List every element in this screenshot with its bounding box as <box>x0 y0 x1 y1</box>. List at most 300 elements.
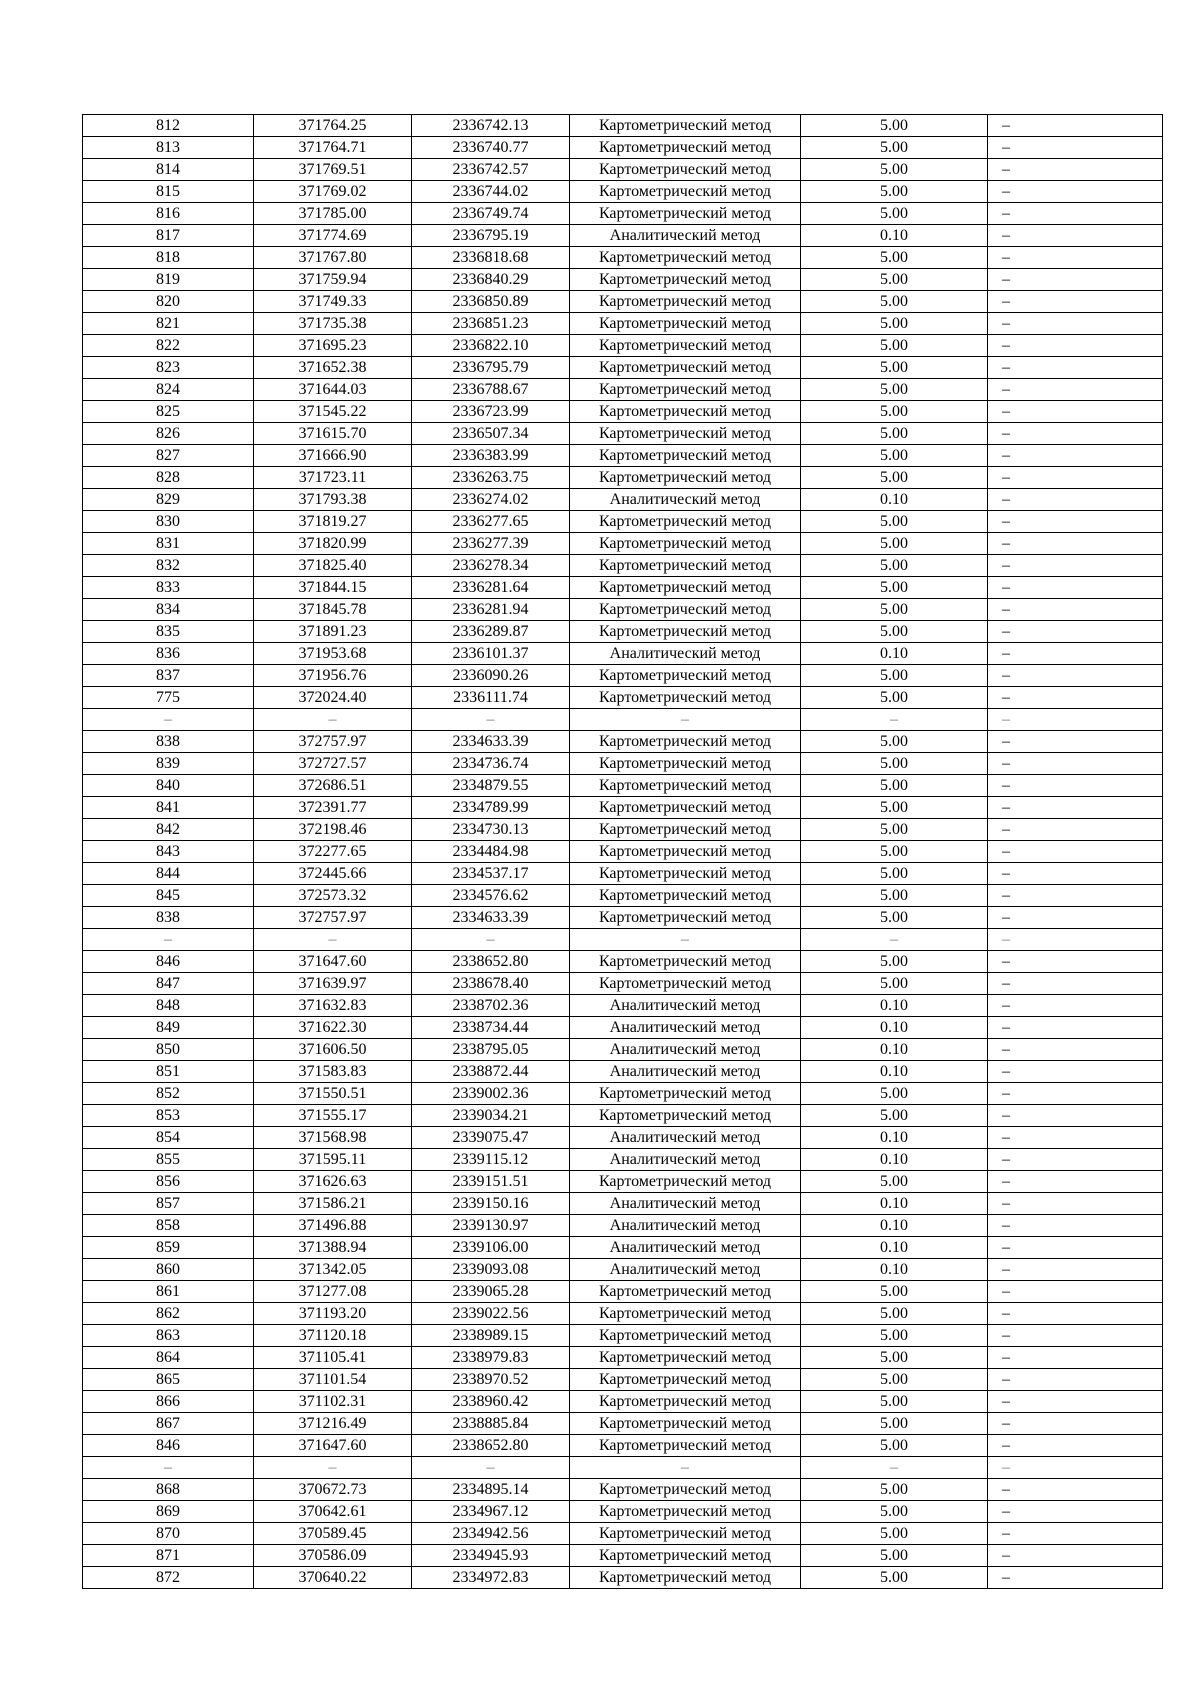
description-cell: – <box>988 269 1163 291</box>
table-row <box>83 489 1163 511</box>
description-cell: – <box>988 863 1163 885</box>
x-coordinate-cell: 371615.70 <box>254 423 412 445</box>
point-number-cell: 835 <box>83 621 254 643</box>
x-coordinate-cell: 371785.00 <box>254 203 412 225</box>
x-coordinate-cell: 371793.38 <box>254 489 412 511</box>
description-cell: – <box>988 379 1163 401</box>
y-coordinate-cell: 2336111.74 <box>412 687 570 709</box>
method-cell: Картометрический метод <box>570 1567 801 1589</box>
method-cell: Картометрический метод <box>570 731 801 753</box>
y-coordinate-cell: 2338989.15 <box>412 1325 570 1347</box>
x-coordinate-cell: 372198.46 <box>254 819 412 841</box>
y-coordinate-cell: 2336274.02 <box>412 489 570 511</box>
description-cell: – <box>988 797 1163 819</box>
method-cell: Аналитический метод <box>570 995 801 1017</box>
x-coordinate-cell: 371342.05 <box>254 1259 412 1281</box>
y-coordinate-cell: 2336101.37 <box>412 643 570 665</box>
table-row <box>83 313 1163 335</box>
x-coordinate-cell: – <box>254 709 412 731</box>
y-coordinate-cell: 2339034.21 <box>412 1105 570 1127</box>
table-row <box>83 643 1163 665</box>
y-coordinate-cell: 2338885.84 <box>412 1413 570 1435</box>
point-number-cell: 821 <box>83 313 254 335</box>
description-cell: – <box>988 1413 1163 1435</box>
description-cell: – <box>988 929 1163 951</box>
y-coordinate-cell: 2338678.40 <box>412 973 570 995</box>
x-coordinate-cell: 371825.40 <box>254 555 412 577</box>
table-row <box>83 1545 1163 1567</box>
table-row <box>83 1501 1163 1523</box>
table-row <box>83 1127 1163 1149</box>
x-coordinate-cell: 371120.18 <box>254 1325 412 1347</box>
accuracy-cell: 5.00 <box>801 1545 988 1567</box>
table-row <box>83 599 1163 621</box>
point-number-cell: 863 <box>83 1325 254 1347</box>
point-number-cell: 869 <box>83 1501 254 1523</box>
table-row <box>83 907 1163 929</box>
method-cell: Аналитический метод <box>570 1017 801 1039</box>
x-coordinate-cell: 371735.38 <box>254 313 412 335</box>
method-cell: Картометрический метод <box>570 423 801 445</box>
method-cell: Картометрический метод <box>570 115 801 137</box>
y-coordinate-cell: 2336840.29 <box>412 269 570 291</box>
x-coordinate-cell: – <box>254 929 412 951</box>
accuracy-cell: 5.00 <box>801 1567 988 1589</box>
y-coordinate-cell: 2339106.00 <box>412 1237 570 1259</box>
y-coordinate-cell: – <box>412 1457 570 1479</box>
accuracy-cell: 5.00 <box>801 115 988 137</box>
table-row <box>83 203 1163 225</box>
accuracy-cell: 5.00 <box>801 1303 988 1325</box>
point-number-cell: 845 <box>83 885 254 907</box>
description-cell: – <box>988 731 1163 753</box>
method-cell: Картометрический метод <box>570 137 801 159</box>
table-row <box>83 511 1163 533</box>
method-cell: Картометрический метод <box>570 357 801 379</box>
method-cell: Картометрический метод <box>570 313 801 335</box>
description-cell: – <box>988 313 1163 335</box>
x-coordinate-cell: 371666.90 <box>254 445 412 467</box>
point-number-cell: 862 <box>83 1303 254 1325</box>
x-coordinate-cell: 371277.08 <box>254 1281 412 1303</box>
y-coordinate-cell: 2338960.42 <box>412 1391 570 1413</box>
accuracy-cell: 0.10 <box>801 1259 988 1281</box>
point-number-cell: 828 <box>83 467 254 489</box>
accuracy-cell: 5.00 <box>801 599 988 621</box>
x-coordinate-cell: 372757.97 <box>254 907 412 929</box>
method-cell: Аналитический метод <box>570 1237 801 1259</box>
method-cell: Картометрический метод <box>570 753 801 775</box>
x-coordinate-cell: 371956.76 <box>254 665 412 687</box>
accuracy-cell: 0.10 <box>801 1149 988 1171</box>
method-cell: Картометрический метод <box>570 533 801 555</box>
point-number-cell: 819 <box>83 269 254 291</box>
method-cell: Картометрический метод <box>570 577 801 599</box>
method-cell: Картометрический метод <box>570 401 801 423</box>
description-cell: – <box>988 291 1163 313</box>
point-number-cell: – <box>83 709 254 731</box>
accuracy-cell: – <box>801 929 988 951</box>
x-coordinate-cell: 372024.40 <box>254 687 412 709</box>
accuracy-cell: 5.00 <box>801 1105 988 1127</box>
point-number-cell: 824 <box>83 379 254 401</box>
accuracy-cell: 5.00 <box>801 379 988 401</box>
method-cell: Аналитический метод <box>570 489 801 511</box>
y-coordinate-cell: 2334730.13 <box>412 819 570 841</box>
method-cell: Картометрический метод <box>570 687 801 709</box>
point-number-cell: 847 <box>83 973 254 995</box>
accuracy-cell: 5.00 <box>801 1083 988 1105</box>
point-number-cell: 832 <box>83 555 254 577</box>
y-coordinate-cell: 2334967.12 <box>412 1501 570 1523</box>
accuracy-cell: 0.10 <box>801 1061 988 1083</box>
y-coordinate-cell: 2336090.26 <box>412 665 570 687</box>
point-number-cell: 830 <box>83 511 254 533</box>
description-cell: – <box>988 1457 1163 1479</box>
description-cell: – <box>988 247 1163 269</box>
method-cell: Аналитический метод <box>570 1039 801 1061</box>
method-cell: – <box>570 929 801 951</box>
y-coordinate-cell: 2334736.74 <box>412 753 570 775</box>
accuracy-cell: 5.00 <box>801 247 988 269</box>
method-cell: Картометрический метод <box>570 951 801 973</box>
method-cell: Картометрический метод <box>570 247 801 269</box>
method-cell: Картометрический метод <box>570 1501 801 1523</box>
table-row <box>83 731 1163 753</box>
coordinates-table-body <box>83 115 1163 1589</box>
method-cell: Картометрический метод <box>570 269 801 291</box>
description-cell: – <box>988 621 1163 643</box>
accuracy-cell: 5.00 <box>801 841 988 863</box>
point-number-cell: 838 <box>83 731 254 753</box>
table-row <box>83 1369 1163 1391</box>
accuracy-cell: 5.00 <box>801 1391 988 1413</box>
point-number-cell: 870 <box>83 1523 254 1545</box>
point-number-cell: 860 <box>83 1259 254 1281</box>
y-coordinate-cell: 2336277.65 <box>412 511 570 533</box>
method-cell: Картометрический метод <box>570 379 801 401</box>
point-number-cell: 861 <box>83 1281 254 1303</box>
table-row <box>83 1413 1163 1435</box>
x-coordinate-cell: 372445.66 <box>254 863 412 885</box>
point-number-cell: 823 <box>83 357 254 379</box>
accuracy-cell: 5.00 <box>801 863 988 885</box>
y-coordinate-cell: 2336281.94 <box>412 599 570 621</box>
accuracy-cell: 5.00 <box>801 951 988 973</box>
y-coordinate-cell: 2336263.75 <box>412 467 570 489</box>
description-cell: – <box>988 467 1163 489</box>
method-cell: Картометрический метод <box>570 665 801 687</box>
method-cell: Картометрический метод <box>570 885 801 907</box>
x-coordinate-cell: 371193.20 <box>254 1303 412 1325</box>
method-cell: Картометрический метод <box>570 621 801 643</box>
x-coordinate-cell: 371101.54 <box>254 1369 412 1391</box>
point-number-cell: 812 <box>83 115 254 137</box>
point-number-cell: 816 <box>83 203 254 225</box>
y-coordinate-cell: 2334879.55 <box>412 775 570 797</box>
description-cell: – <box>988 1523 1163 1545</box>
method-cell: Картометрический метод <box>570 1325 801 1347</box>
x-coordinate-cell: 371774.69 <box>254 225 412 247</box>
x-coordinate-cell: – <box>254 1457 412 1479</box>
x-coordinate-cell: 371767.80 <box>254 247 412 269</box>
accuracy-cell: 0.10 <box>801 1127 988 1149</box>
x-coordinate-cell: 371759.94 <box>254 269 412 291</box>
table-row <box>83 555 1163 577</box>
table-row <box>83 159 1163 181</box>
accuracy-cell: 0.10 <box>801 995 988 1017</box>
point-number-cell: 853 <box>83 1105 254 1127</box>
description-cell: – <box>988 1259 1163 1281</box>
method-cell: Картометрический метод <box>570 511 801 533</box>
point-number-cell: 813 <box>83 137 254 159</box>
description-cell: – <box>988 1501 1163 1523</box>
accuracy-cell: 5.00 <box>801 687 988 709</box>
point-number-cell: 852 <box>83 1083 254 1105</box>
x-coordinate-cell: 372277.65 <box>254 841 412 863</box>
y-coordinate-cell: 2336795.19 <box>412 225 570 247</box>
point-number-cell: 820 <box>83 291 254 313</box>
point-number-cell: 859 <box>83 1237 254 1259</box>
description-cell: – <box>988 1369 1163 1391</box>
y-coordinate-cell: 2338979.83 <box>412 1347 570 1369</box>
y-coordinate-cell: 2336788.67 <box>412 379 570 401</box>
x-coordinate-cell: 370642.61 <box>254 1501 412 1523</box>
accuracy-cell: 5.00 <box>801 423 988 445</box>
method-cell: Аналитический метод <box>570 1193 801 1215</box>
y-coordinate-cell: 2334789.99 <box>412 797 570 819</box>
table-row <box>83 1479 1163 1501</box>
table-row <box>83 247 1163 269</box>
point-number-cell: 818 <box>83 247 254 269</box>
y-coordinate-cell: 2336851.23 <box>412 313 570 335</box>
x-coordinate-cell: 371583.83 <box>254 1061 412 1083</box>
accuracy-cell: 5.00 <box>801 401 988 423</box>
x-coordinate-cell: 372573.32 <box>254 885 412 907</box>
point-number-cell: 834 <box>83 599 254 621</box>
x-coordinate-cell: 372686.51 <box>254 775 412 797</box>
table-row <box>83 577 1163 599</box>
description-cell: – <box>988 1325 1163 1347</box>
x-coordinate-cell: 371632.83 <box>254 995 412 1017</box>
y-coordinate-cell: 2334972.83 <box>412 1567 570 1589</box>
y-coordinate-cell: 2339065.28 <box>412 1281 570 1303</box>
description-cell: – <box>988 445 1163 467</box>
method-cell: Картометрический метод <box>570 291 801 313</box>
table-row <box>83 115 1163 137</box>
point-number-cell: 817 <box>83 225 254 247</box>
table-row <box>83 863 1163 885</box>
point-number-cell: 837 <box>83 665 254 687</box>
point-number-cell: 856 <box>83 1171 254 1193</box>
accuracy-cell: 5.00 <box>801 1281 988 1303</box>
accuracy-cell: 5.00 <box>801 335 988 357</box>
x-coordinate-cell: 372727.57 <box>254 753 412 775</box>
accuracy-cell: 5.00 <box>801 159 988 181</box>
point-number-cell: 775 <box>83 687 254 709</box>
x-coordinate-cell: 371764.71 <box>254 137 412 159</box>
description-cell: – <box>988 907 1163 929</box>
table-row <box>83 225 1163 247</box>
point-number-cell: – <box>83 929 254 951</box>
accuracy-cell: 5.00 <box>801 467 988 489</box>
table-row <box>83 1237 1163 1259</box>
accuracy-cell: 0.10 <box>801 1215 988 1237</box>
coordinates-table <box>82 114 1163 1589</box>
point-number-cell: 836 <box>83 643 254 665</box>
table-row <box>83 687 1163 709</box>
description-cell: – <box>988 951 1163 973</box>
point-number-cell: 871 <box>83 1545 254 1567</box>
table-row <box>83 467 1163 489</box>
description-cell: – <box>988 1039 1163 1061</box>
description-cell: – <box>988 643 1163 665</box>
y-coordinate-cell: 2334633.39 <box>412 907 570 929</box>
description-cell: – <box>988 225 1163 247</box>
description-cell: – <box>988 511 1163 533</box>
method-cell: Картометрический метод <box>570 555 801 577</box>
point-number-cell: 840 <box>83 775 254 797</box>
description-cell: – <box>988 401 1163 423</box>
accuracy-cell: 5.00 <box>801 797 988 819</box>
x-coordinate-cell: 371639.97 <box>254 973 412 995</box>
y-coordinate-cell: 2334895.14 <box>412 1479 570 1501</box>
table-row <box>83 1347 1163 1369</box>
y-coordinate-cell: 2338872.44 <box>412 1061 570 1083</box>
method-cell: – <box>570 1457 801 1479</box>
description-cell: – <box>988 137 1163 159</box>
method-cell: Аналитический метод <box>570 1215 801 1237</box>
table-row <box>83 1083 1163 1105</box>
point-number-cell: 844 <box>83 863 254 885</box>
description-cell: – <box>988 555 1163 577</box>
x-coordinate-cell: 371723.11 <box>254 467 412 489</box>
accuracy-cell: 5.00 <box>801 445 988 467</box>
accuracy-cell: 5.00 <box>801 1369 988 1391</box>
y-coordinate-cell: 2336749.74 <box>412 203 570 225</box>
method-cell: Картометрический метод <box>570 203 801 225</box>
method-cell: Аналитический метод <box>570 1259 801 1281</box>
table-row <box>83 1061 1163 1083</box>
y-coordinate-cell: 2338970.52 <box>412 1369 570 1391</box>
table-row <box>83 181 1163 203</box>
accuracy-cell: 5.00 <box>801 885 988 907</box>
method-cell: Картометрический метод <box>570 467 801 489</box>
table-row <box>83 775 1163 797</box>
table-row <box>83 1193 1163 1215</box>
accuracy-cell: 5.00 <box>801 973 988 995</box>
point-number-cell: 848 <box>83 995 254 1017</box>
y-coordinate-cell: 2336744.02 <box>412 181 570 203</box>
description-cell: – <box>988 665 1163 687</box>
accuracy-cell: 5.00 <box>801 775 988 797</box>
description-cell: – <box>988 1193 1163 1215</box>
description-cell: – <box>988 1479 1163 1501</box>
y-coordinate-cell: 2334537.17 <box>412 863 570 885</box>
y-coordinate-cell: 2336795.79 <box>412 357 570 379</box>
point-number-cell: 866 <box>83 1391 254 1413</box>
y-coordinate-cell: 2336289.87 <box>412 621 570 643</box>
accuracy-cell: 5.00 <box>801 313 988 335</box>
y-coordinate-cell: 2336850.89 <box>412 291 570 313</box>
y-coordinate-cell: 2334484.98 <box>412 841 570 863</box>
point-number-cell: 846 <box>83 1435 254 1457</box>
table-row <box>83 1149 1163 1171</box>
accuracy-cell: 5.00 <box>801 1325 988 1347</box>
description-cell: – <box>988 1149 1163 1171</box>
description-cell: – <box>988 1281 1163 1303</box>
method-cell: Картометрический метод <box>570 445 801 467</box>
table-row <box>83 1215 1163 1237</box>
x-coordinate-cell: 372757.97 <box>254 731 412 753</box>
point-number-cell: 833 <box>83 577 254 599</box>
description-cell: – <box>988 687 1163 709</box>
accuracy-cell: 5.00 <box>801 1435 988 1457</box>
accuracy-cell: 5.00 <box>801 819 988 841</box>
accuracy-cell: 0.10 <box>801 225 988 247</box>
description-cell: – <box>988 489 1163 511</box>
y-coordinate-cell: 2334633.39 <box>412 731 570 753</box>
accuracy-cell: 5.00 <box>801 1413 988 1435</box>
accuracy-cell: – <box>801 1457 988 1479</box>
description-cell: – <box>988 885 1163 907</box>
accuracy-cell: 5.00 <box>801 533 988 555</box>
method-cell: – <box>570 709 801 731</box>
method-cell: Картометрический метод <box>570 335 801 357</box>
y-coordinate-cell: 2339075.47 <box>412 1127 570 1149</box>
accuracy-cell: 5.00 <box>801 511 988 533</box>
point-number-cell: – <box>83 1457 254 1479</box>
x-coordinate-cell: 371550.51 <box>254 1083 412 1105</box>
y-coordinate-cell: 2338702.36 <box>412 995 570 1017</box>
description-cell: – <box>988 159 1163 181</box>
point-number-cell: 846 <box>83 951 254 973</box>
point-number-cell: 868 <box>83 1479 254 1501</box>
y-coordinate-cell: 2336507.34 <box>412 423 570 445</box>
point-number-cell: 827 <box>83 445 254 467</box>
accuracy-cell: – <box>801 709 988 731</box>
x-coordinate-cell: 370672.73 <box>254 1479 412 1501</box>
point-number-cell: 867 <box>83 1413 254 1435</box>
x-coordinate-cell: 371644.03 <box>254 379 412 401</box>
table-row <box>83 929 1163 951</box>
x-coordinate-cell: 371595.11 <box>254 1149 412 1171</box>
method-cell: Аналитический метод <box>570 643 801 665</box>
point-number-cell: 814 <box>83 159 254 181</box>
accuracy-cell: 5.00 <box>801 555 988 577</box>
table-row <box>83 1105 1163 1127</box>
y-coordinate-cell: 2338795.05 <box>412 1039 570 1061</box>
y-coordinate-cell: 2339002.36 <box>412 1083 570 1105</box>
y-coordinate-cell: 2334576.62 <box>412 885 570 907</box>
method-cell: Картометрический метод <box>570 1435 801 1457</box>
table-row <box>83 1171 1163 1193</box>
table-row <box>83 841 1163 863</box>
x-coordinate-cell: 371845.78 <box>254 599 412 621</box>
table-row <box>83 1017 1163 1039</box>
table-row <box>83 951 1163 973</box>
y-coordinate-cell: 2339150.16 <box>412 1193 570 1215</box>
method-cell: Картометрический метод <box>570 599 801 621</box>
table-row <box>83 1435 1163 1457</box>
table-row <box>83 819 1163 841</box>
point-number-cell: 841 <box>83 797 254 819</box>
accuracy-cell: 5.00 <box>801 1501 988 1523</box>
description-cell: – <box>988 203 1163 225</box>
y-coordinate-cell: 2336277.39 <box>412 533 570 555</box>
description-cell: – <box>988 1017 1163 1039</box>
accuracy-cell: 5.00 <box>801 753 988 775</box>
